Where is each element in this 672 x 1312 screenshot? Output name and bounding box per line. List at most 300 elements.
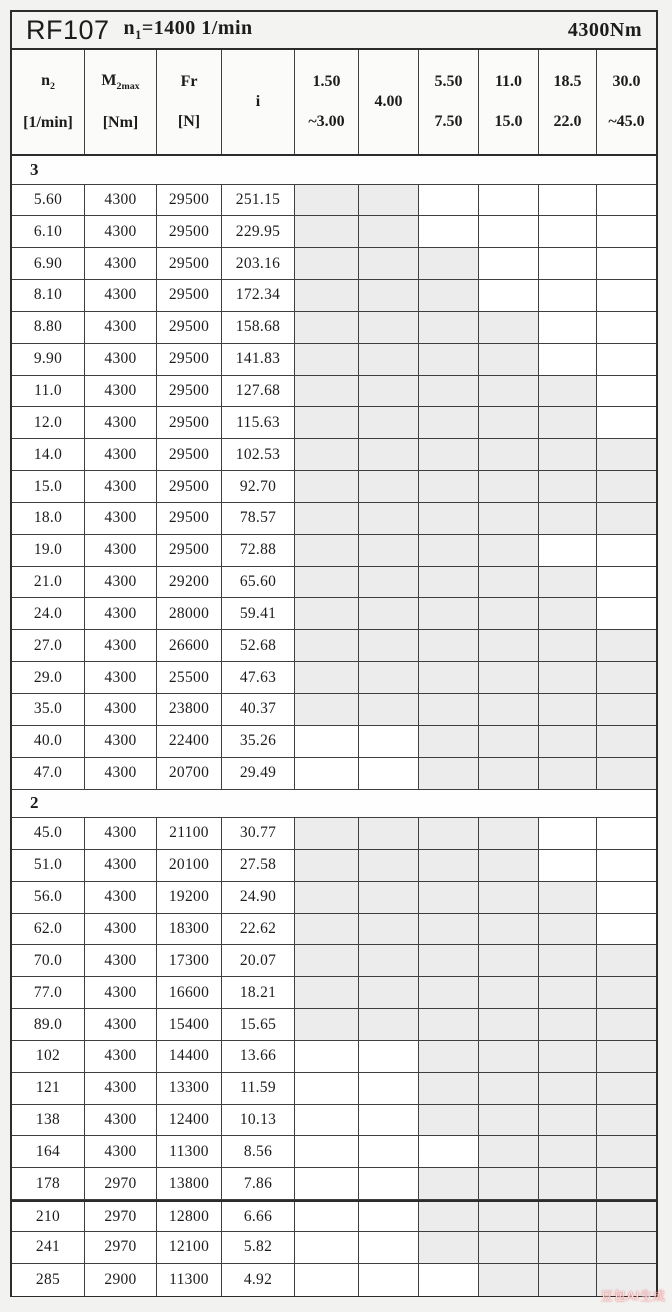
table-row — [12, 914, 656, 946]
table-row — [12, 726, 656, 758]
availability-cell — [295, 248, 359, 279]
cell-i: 92.70 — [222, 471, 295, 502]
availability-cell — [419, 1073, 479, 1104]
availability-cell — [597, 1009, 656, 1040]
availability-cell — [359, 439, 419, 470]
cell-m2max: 2970 — [85, 1168, 157, 1199]
cell-n2: 70.0 — [12, 945, 85, 976]
availability-cell — [295, 630, 359, 661]
availability-cell — [419, 1041, 479, 1072]
availability-cell — [479, 1073, 539, 1104]
cell-n2: 5.60 — [12, 185, 85, 216]
availability-cell — [295, 376, 359, 407]
column-header-fr: Fr [N] — [157, 50, 222, 154]
cell-n2: 18.0 — [12, 503, 85, 534]
availability-cell — [419, 1009, 479, 1040]
cell-n2: 35.0 — [12, 694, 85, 725]
cell-m2max: 4300 — [85, 726, 157, 757]
cell-i: 29.49 — [222, 758, 295, 789]
availability-cell — [419, 662, 479, 693]
column-header-ratio-range-5: 18.5 22.0 — [539, 50, 597, 154]
cell-m2max: 4300 — [85, 758, 157, 789]
availability-cell — [419, 1264, 479, 1296]
availability-cell — [295, 818, 359, 849]
availability-cell — [479, 882, 539, 913]
cell-m2max: 4300 — [85, 694, 157, 725]
availability-cell — [597, 1168, 656, 1199]
availability-cell — [479, 471, 539, 502]
cell-n2: 121 — [12, 1073, 85, 1104]
table-row — [12, 977, 656, 1009]
availability-cell — [419, 1232, 479, 1263]
availability-cell — [359, 662, 419, 693]
availability-cell — [479, 312, 539, 343]
availability-cell — [539, 1105, 597, 1136]
availability-cell — [479, 1009, 539, 1040]
availability-cell — [597, 471, 656, 502]
cell-m2max: 4300 — [85, 662, 157, 693]
availability-cell — [295, 662, 359, 693]
availability-cell — [419, 758, 479, 789]
availability-cell — [597, 818, 656, 849]
availability-cell — [597, 977, 656, 1008]
availability-cell — [597, 882, 656, 913]
cell-i: 78.57 — [222, 503, 295, 534]
availability-cell — [597, 535, 656, 566]
availability-cell — [597, 1136, 656, 1167]
availability-cell — [295, 471, 359, 502]
availability-cell — [539, 280, 597, 311]
availability-cell — [359, 503, 419, 534]
availability-cell — [539, 758, 597, 789]
availability-cell — [359, 1202, 419, 1231]
availability-cell — [419, 630, 479, 661]
cell-i: 72.88 — [222, 535, 295, 566]
cell-fr: 11300 — [157, 1264, 222, 1296]
cell-fr: 29500 — [157, 471, 222, 502]
cell-m2max: 4300 — [85, 471, 157, 502]
availability-cell — [539, 503, 597, 534]
availability-cell — [479, 630, 539, 661]
availability-cell — [539, 662, 597, 693]
availability-cell — [295, 850, 359, 881]
cell-m2max: 4300 — [85, 914, 157, 945]
availability-cell — [539, 1136, 597, 1167]
table-row — [12, 312, 656, 344]
availability-cell — [359, 758, 419, 789]
cell-m2max: 4300 — [85, 216, 157, 247]
availability-cell — [597, 567, 656, 598]
availability-cell — [359, 945, 419, 976]
table-row — [12, 850, 656, 882]
availability-cell — [539, 1232, 597, 1263]
availability-cell — [419, 598, 479, 629]
availability-cell — [539, 407, 597, 438]
table-title-row — [12, 12, 656, 50]
cell-fr: 18300 — [157, 914, 222, 945]
availability-cell — [479, 248, 539, 279]
availability-cell — [295, 758, 359, 789]
cell-m2max: 4300 — [85, 1136, 157, 1167]
table-body — [12, 156, 656, 1296]
availability-cell — [359, 1168, 419, 1199]
availability-cell — [295, 726, 359, 757]
availability-cell — [359, 535, 419, 566]
cell-m2max: 4300 — [85, 1105, 157, 1136]
cell-n2: 40.0 — [12, 726, 85, 757]
availability-cell — [295, 1264, 359, 1296]
availability-cell — [295, 914, 359, 945]
availability-cell — [419, 818, 479, 849]
cell-i: 115.63 — [222, 407, 295, 438]
cell-m2max: 4300 — [85, 882, 157, 913]
availability-cell — [479, 216, 539, 247]
availability-cell — [359, 850, 419, 881]
availability-cell — [479, 694, 539, 725]
availability-cell — [359, 1073, 419, 1104]
cell-fr: 13300 — [157, 1073, 222, 1104]
availability-cell — [359, 1105, 419, 1136]
table-row — [12, 758, 656, 790]
table-row — [12, 344, 656, 376]
section-header-row: 2 — [12, 790, 656, 819]
cell-fr: 26600 — [157, 630, 222, 661]
column-header-i: i — [222, 50, 295, 154]
availability-cell — [479, 1202, 539, 1231]
availability-cell — [597, 280, 656, 311]
cell-n2: 14.0 — [12, 439, 85, 470]
cell-i: 13.66 — [222, 1041, 295, 1072]
cell-i: 10.13 — [222, 1105, 295, 1136]
availability-cell — [597, 1073, 656, 1104]
cell-i: 4.92 — [222, 1264, 295, 1296]
availability-cell — [539, 1264, 597, 1296]
cell-m2max: 4300 — [85, 850, 157, 881]
table-row — [12, 630, 656, 662]
table-row — [12, 1041, 656, 1073]
cell-i: 20.07 — [222, 945, 295, 976]
availability-cell — [419, 1168, 479, 1199]
cell-fr: 29500 — [157, 185, 222, 216]
availability-cell — [419, 945, 479, 976]
availability-cell — [597, 758, 656, 789]
availability-cell — [597, 598, 656, 629]
availability-cell — [479, 280, 539, 311]
cell-fr: 29500 — [157, 280, 222, 311]
availability-cell — [597, 850, 656, 881]
table-row — [12, 1232, 656, 1264]
cell-n2: 6.90 — [12, 248, 85, 279]
cell-n2: 45.0 — [12, 818, 85, 849]
availability-cell — [539, 630, 597, 661]
availability-cell — [295, 694, 359, 725]
cell-fr: 29500 — [157, 216, 222, 247]
availability-cell — [359, 216, 419, 247]
availability-cell — [479, 758, 539, 789]
cell-fr: 12100 — [157, 1232, 222, 1263]
cell-m2max: 4300 — [85, 630, 157, 661]
cell-fr: 29500 — [157, 535, 222, 566]
column-header-m2max: $M_{2max}$ [Nm] — [85, 50, 157, 154]
availability-cell — [295, 882, 359, 913]
table-row — [12, 1073, 656, 1105]
availability-cell — [479, 344, 539, 375]
cell-m2max: 4300 — [85, 407, 157, 438]
cell-m2max: 4300 — [85, 1041, 157, 1072]
availability-cell — [295, 1168, 359, 1199]
availability-cell — [539, 1041, 597, 1072]
availability-cell — [359, 471, 419, 502]
cell-i: 8.56 — [222, 1136, 295, 1167]
availability-cell — [295, 185, 359, 216]
cell-m2max: 4300 — [85, 312, 157, 343]
availability-cell — [597, 914, 656, 945]
cell-m2max: 2900 — [85, 1264, 157, 1296]
table-row — [12, 567, 656, 599]
cell-i: 203.16 — [222, 248, 295, 279]
cell-n2: 102 — [12, 1041, 85, 1072]
table-row — [12, 535, 656, 567]
availability-cell — [597, 503, 656, 534]
availability-cell — [539, 216, 597, 247]
cell-i: 6.66 — [222, 1202, 295, 1231]
availability-cell — [295, 407, 359, 438]
availability-cell — [479, 407, 539, 438]
table-row — [12, 945, 656, 977]
cell-fr: 29200 — [157, 567, 222, 598]
availability-cell — [597, 1105, 656, 1136]
gear-ratings-table — [10, 10, 658, 1297]
table-row — [12, 503, 656, 535]
availability-cell — [539, 914, 597, 945]
cell-i: 27.58 — [222, 850, 295, 881]
availability-cell — [295, 1105, 359, 1136]
availability-cell — [295, 567, 359, 598]
cell-n2: 62.0 — [12, 914, 85, 945]
availability-cell — [539, 344, 597, 375]
column-header-ratio-range-1: 1.50 ~3.00 — [295, 50, 359, 154]
availability-cell — [597, 439, 656, 470]
availability-cell — [597, 630, 656, 661]
availability-cell — [479, 977, 539, 1008]
availability-cell — [479, 1136, 539, 1167]
availability-cell — [419, 1105, 479, 1136]
cell-n2: 77.0 — [12, 977, 85, 1008]
input-speed-label: $n_1=1400$ 1/min — [123, 17, 253, 42]
cell-n2: 19.0 — [12, 535, 85, 566]
availability-cell — [419, 407, 479, 438]
column-header-row — [12, 50, 656, 156]
ai-watermark: 豆包AI生成 — [600, 1289, 666, 1303]
cell-m2max: 4300 — [85, 280, 157, 311]
cell-fr: 25500 — [157, 662, 222, 693]
table-row — [12, 1105, 656, 1137]
table-row — [12, 1264, 656, 1296]
availability-cell — [295, 1202, 359, 1231]
availability-cell — [295, 503, 359, 534]
availability-cell — [359, 407, 419, 438]
model-label: RF107 — [26, 14, 110, 45]
availability-cell — [479, 439, 539, 470]
availability-cell — [295, 1232, 359, 1263]
cell-fr: 23800 — [157, 694, 222, 725]
cell-m2max: 4300 — [85, 439, 157, 470]
cell-i: 22.62 — [222, 914, 295, 945]
availability-cell — [359, 726, 419, 757]
cell-fr: 12400 — [157, 1105, 222, 1136]
availability-cell — [539, 694, 597, 725]
cell-n2: 241 — [12, 1232, 85, 1263]
availability-cell — [539, 882, 597, 913]
availability-cell — [539, 1202, 597, 1231]
availability-cell — [419, 280, 479, 311]
availability-cell — [479, 1105, 539, 1136]
table-row — [12, 598, 656, 630]
availability-cell — [539, 818, 597, 849]
availability-cell — [419, 850, 479, 881]
availability-cell — [597, 248, 656, 279]
availability-cell — [419, 567, 479, 598]
cell-n2: 56.0 — [12, 882, 85, 913]
availability-cell — [597, 185, 656, 216]
availability-cell — [419, 376, 479, 407]
availability-cell — [419, 216, 479, 247]
cell-n2: 29.0 — [12, 662, 85, 693]
cell-i: 40.37 — [222, 694, 295, 725]
availability-cell — [419, 726, 479, 757]
availability-cell — [597, 1202, 656, 1231]
availability-cell — [419, 185, 479, 216]
table-row — [12, 280, 656, 312]
availability-cell — [479, 567, 539, 598]
availability-cell — [295, 977, 359, 1008]
cell-n2: 8.80 — [12, 312, 85, 343]
table-row — [12, 662, 656, 694]
availability-cell — [359, 694, 419, 725]
cell-m2max: 4300 — [85, 598, 157, 629]
availability-cell — [295, 535, 359, 566]
availability-cell — [479, 1232, 539, 1263]
availability-cell — [295, 1073, 359, 1104]
availability-cell — [539, 1009, 597, 1040]
availability-cell — [597, 694, 656, 725]
availability-cell — [359, 818, 419, 849]
cell-n2: 27.0 — [12, 630, 85, 661]
table-row — [12, 471, 656, 503]
table-row — [12, 185, 656, 217]
availability-cell — [539, 977, 597, 1008]
cell-fr: 17300 — [157, 945, 222, 976]
cell-fr: 22400 — [157, 726, 222, 757]
availability-cell — [359, 1136, 419, 1167]
cell-i: 24.90 — [222, 882, 295, 913]
availability-cell — [419, 471, 479, 502]
cell-n2: 12.0 — [12, 407, 85, 438]
availability-cell — [597, 216, 656, 247]
max-torque-label: 4300Nm — [567, 18, 642, 41]
availability-cell — [597, 407, 656, 438]
availability-cell — [295, 598, 359, 629]
availability-cell — [479, 185, 539, 216]
availability-cell — [359, 630, 419, 661]
availability-cell — [359, 882, 419, 913]
availability-cell — [597, 312, 656, 343]
cell-i: 15.65 — [222, 1009, 295, 1040]
availability-cell — [419, 503, 479, 534]
cell-i: 18.21 — [222, 977, 295, 1008]
availability-cell — [359, 344, 419, 375]
cell-fr: 29500 — [157, 439, 222, 470]
cell-i: 11.59 — [222, 1073, 295, 1104]
cell-fr: 29500 — [157, 312, 222, 343]
availability-cell — [359, 567, 419, 598]
cell-m2max: 4300 — [85, 818, 157, 849]
availability-cell — [479, 945, 539, 976]
cell-n2: 89.0 — [12, 1009, 85, 1040]
cell-fr: 19200 — [157, 882, 222, 913]
availability-cell — [359, 376, 419, 407]
availability-cell — [359, 598, 419, 629]
availability-cell — [479, 850, 539, 881]
availability-cell — [359, 1009, 419, 1040]
availability-cell — [539, 945, 597, 976]
availability-cell — [295, 1041, 359, 1072]
availability-cell — [479, 503, 539, 534]
availability-cell — [295, 945, 359, 976]
availability-cell — [419, 312, 479, 343]
availability-cell — [419, 439, 479, 470]
table-row — [12, 1009, 656, 1041]
availability-cell — [295, 344, 359, 375]
table-row — [12, 694, 656, 726]
cell-n2: 15.0 — [12, 471, 85, 502]
availability-cell — [597, 376, 656, 407]
availability-cell — [479, 535, 539, 566]
availability-cell — [295, 216, 359, 247]
table-row — [12, 248, 656, 280]
cell-i: 59.41 — [222, 598, 295, 629]
cell-m2max: 4300 — [85, 503, 157, 534]
availability-cell — [479, 376, 539, 407]
availability-cell — [479, 662, 539, 693]
cell-n2: 21.0 — [12, 567, 85, 598]
availability-cell — [295, 439, 359, 470]
availability-cell — [359, 1264, 419, 1296]
cell-fr: 12800 — [157, 1202, 222, 1231]
column-header-ratio-range-2: 4.00 — [359, 50, 419, 154]
table-row — [12, 376, 656, 408]
column-header-n2: $n_2$ [1/min] — [12, 50, 85, 154]
cell-i: 47.63 — [222, 662, 295, 693]
cell-n2: 210 — [12, 1202, 85, 1231]
cell-fr: 16600 — [157, 977, 222, 1008]
availability-cell — [597, 726, 656, 757]
availability-cell — [597, 344, 656, 375]
cell-i: 5.82 — [222, 1232, 295, 1263]
column-header-ratio-range-3: 5.50 7.50 — [419, 50, 479, 154]
cell-fr: 21100 — [157, 818, 222, 849]
availability-cell — [597, 945, 656, 976]
cell-i: 141.83 — [222, 344, 295, 375]
availability-cell — [295, 1009, 359, 1040]
cell-m2max: 4300 — [85, 344, 157, 375]
table-row — [12, 439, 656, 471]
cell-fr: 29500 — [157, 376, 222, 407]
availability-cell — [539, 439, 597, 470]
availability-cell — [539, 471, 597, 502]
availability-cell — [359, 312, 419, 343]
availability-cell — [539, 376, 597, 407]
